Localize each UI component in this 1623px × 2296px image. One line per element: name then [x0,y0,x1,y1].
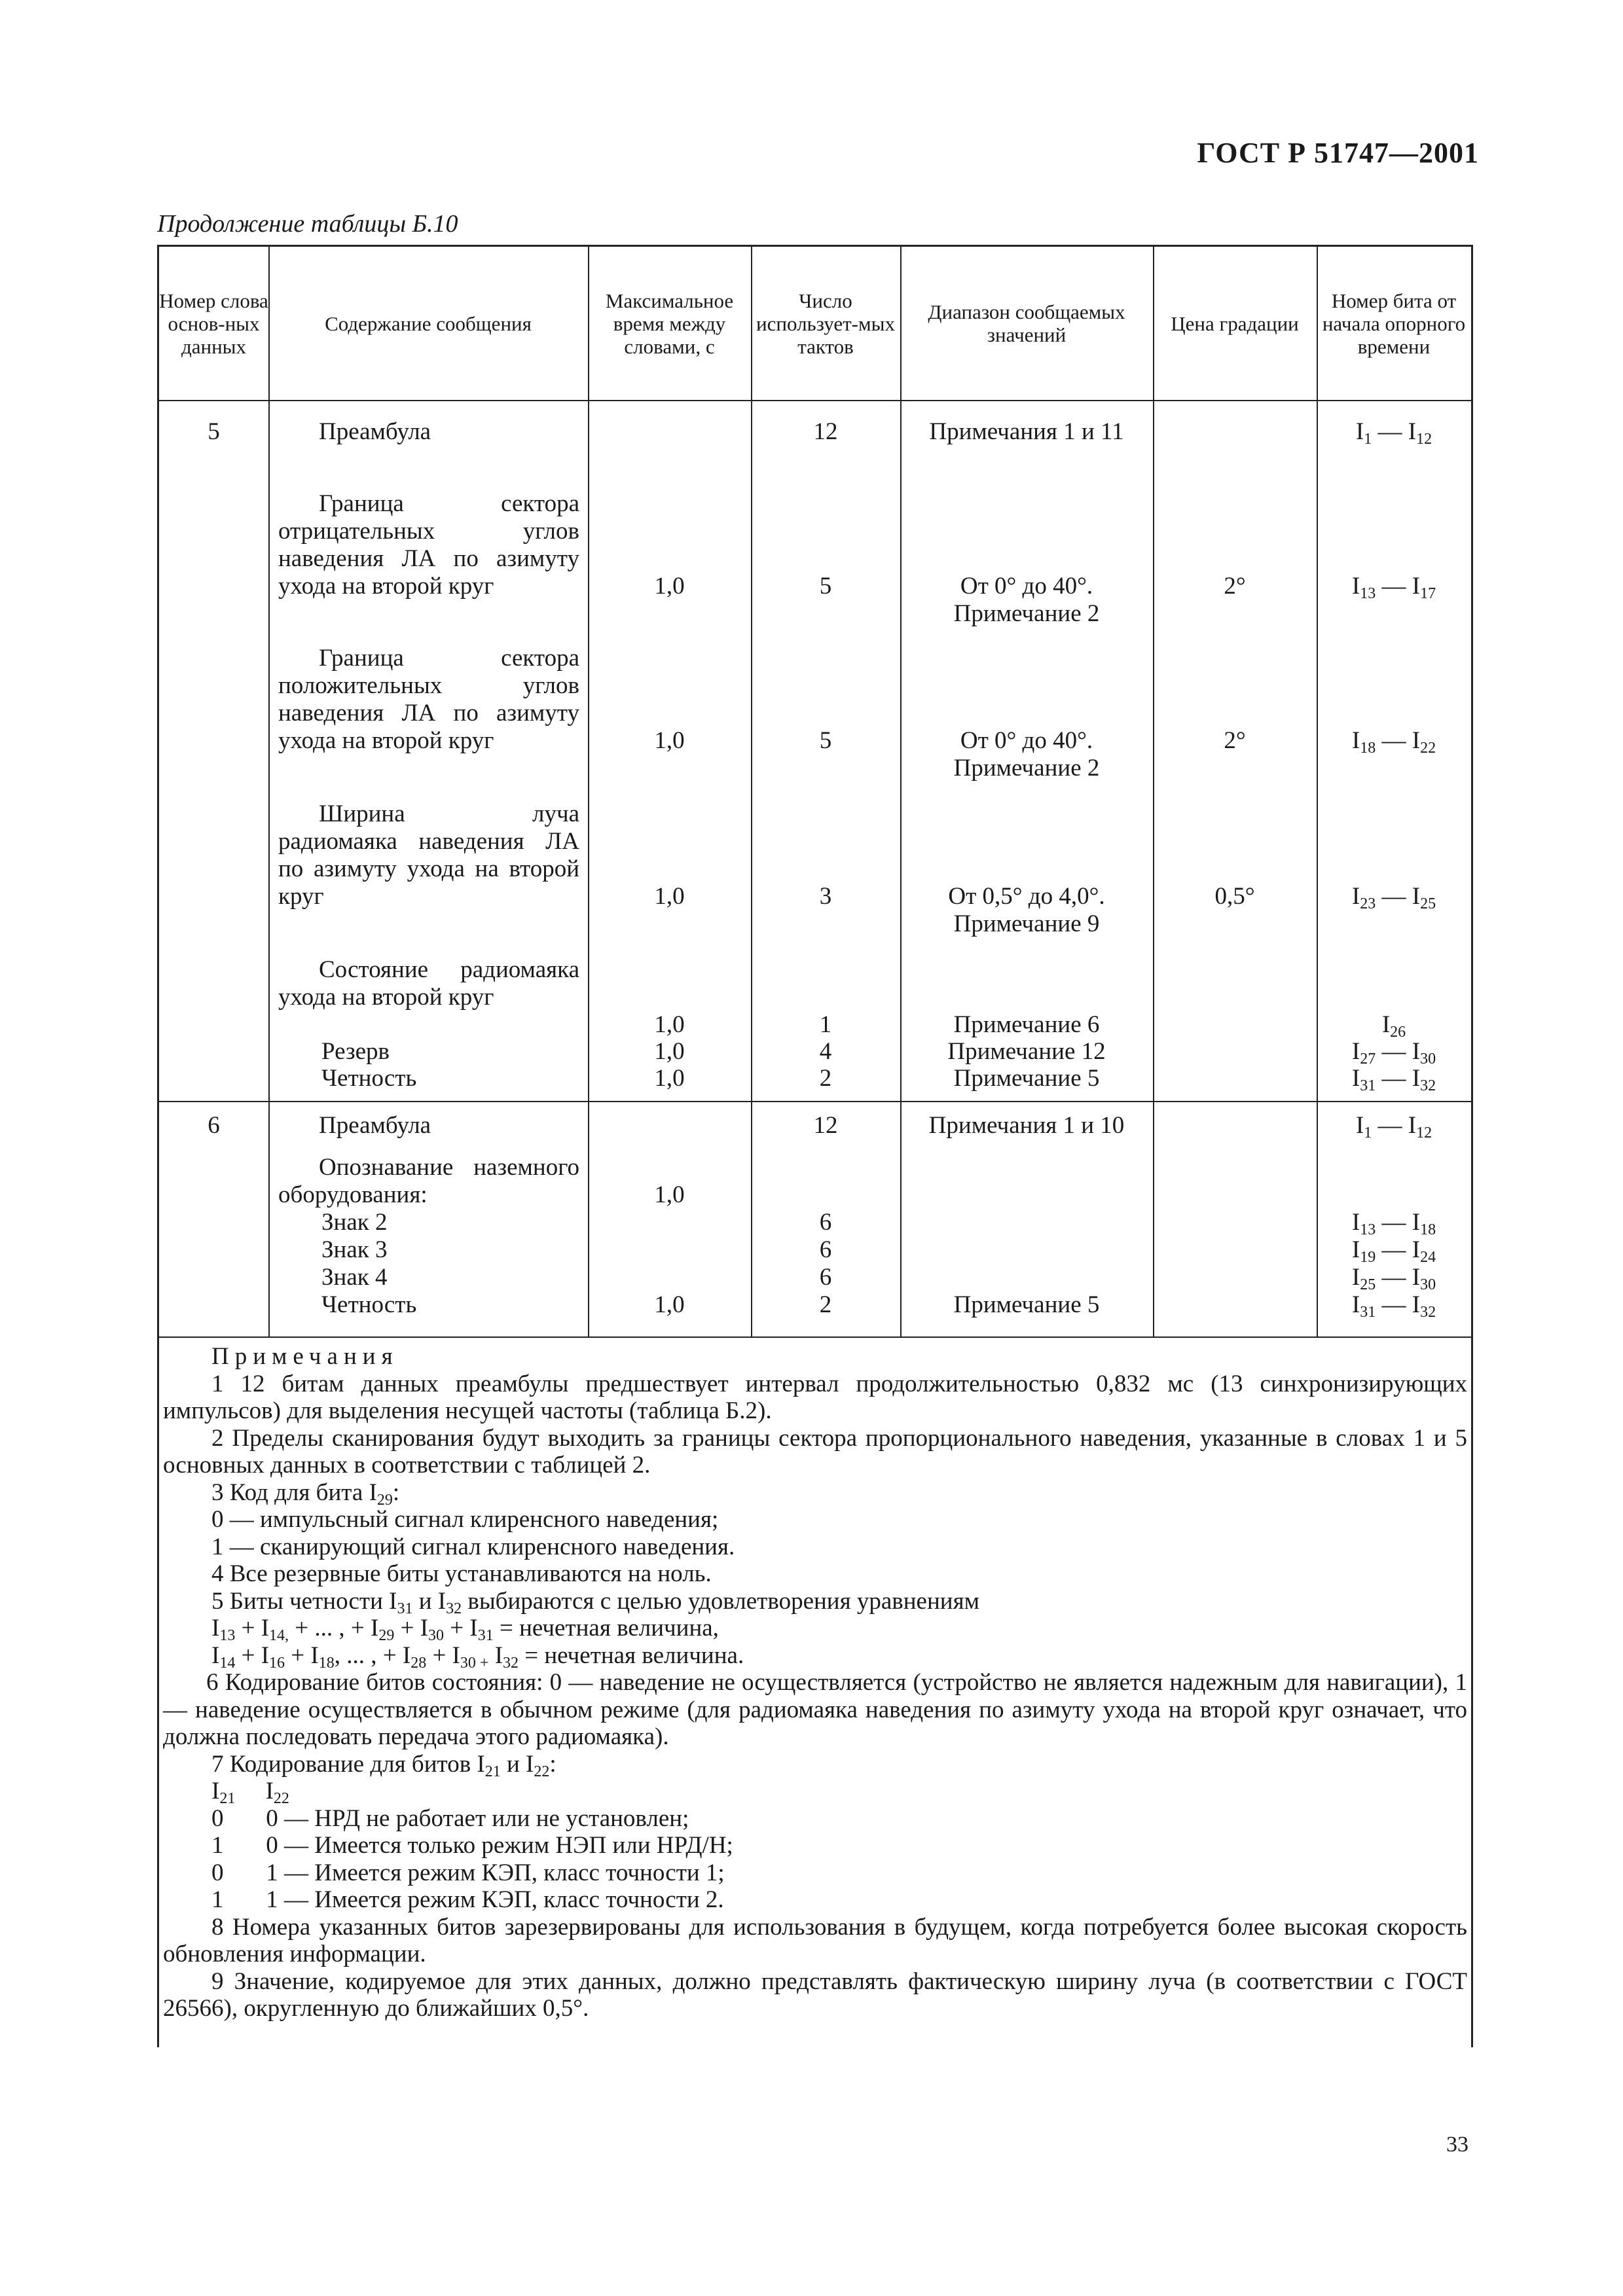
row-bits: $I_{26}$ [1381,1011,1406,1041]
row-bits: $I_{31}$ — $I_{32}$ [1351,1065,1436,1094]
row-content: Опознавание наземного оборудования: [278,1154,579,1208]
row-bits: $I_1$ — $I_{12}$ [1355,1112,1432,1141]
column-divider [1317,247,1318,1336]
row-content: Четность [321,1065,417,1092]
row-range: Примечание 5 [953,1291,1100,1318]
row-tacts: 4 [819,1038,832,1065]
note-3-item: 0 — импульсный сигнал клиренсного наведения; [211,1506,719,1533]
col-header-content: Содержание сообщения [325,312,532,335]
note-1: 1 12 битам данных преамбулы предшествует интервал продолжительностью 0,832 мс (13 синхронизирующих импульсов) для выделения несущей частоты (таблица Б.2). [163,1370,1467,1424]
row-content: Состояние радиомаяка ухода на второй круг [278,956,579,1011]
notes-section [163,1336,1467,2022]
row-group-divider [159,1101,1471,1102]
row-content: Граница сектора отрицательных углов наведения ЛА по азимуту ухода на второй круг [278,490,579,600]
row-content: Ширина луча радиомаяка наведения ЛА по азимуту ухода на второй круг [278,800,579,910]
page-number: 33 [1446,2132,1468,2157]
row-content: Четность [321,1291,417,1318]
row-bits: $I_1$ — $I_{12}$ [1355,418,1432,448]
row-range: Примечания 1 и 10 [928,1112,1125,1139]
note-7-item: 1 0 — Имеется только режим НЭП или НРД/Н; [211,1832,733,1859]
notes-title: Примечания [211,1343,399,1370]
note-2: 2 Пределы сканирования будут выходить за границы сектора пропорционального наведения, указанные в словах 1 и 5 основных данных в соответствии с таблицей 2. [163,1424,1467,1479]
row-time: 1,0 [654,883,685,910]
note-8: 8 Номера указанных битов зарезервированы для использования в будущем, когда потребуется более высокая скорость обновления информации. [163,1913,1467,1967]
note-7-item: 0 1 — Имеется режим КЭП, класс точности 1; [211,1859,725,1886]
row-time: 1,0 [654,573,685,600]
note-7-item: 0 0 — НРД не работает или не установлен; [211,1804,689,1832]
row-tacts: 12 [813,418,838,445]
note-7-header: $I_{21}$ $I_{22}$ [211,1778,289,1807]
row-bits: $I_{31}$ — $I_{32}$ [1351,1291,1436,1321]
row-time: 1,0 [654,1065,685,1092]
note-3: 3 Код для бита $I_{29}$: [211,1479,400,1509]
word-number: 6 [208,1112,220,1139]
row-bits: $I_{18}$ — $I_{22}$ [1351,727,1436,757]
col-header-range: Диапазон сообщаемых значений [928,300,1125,346]
standard-number: ГОСТ Р 51747—2001 [1197,137,1479,169]
note-4: 4 Все резервные биты устанавливаются на ноль. [211,1560,712,1587]
note-5-equation: $I_{14} + I_{16} + I_{18}$, ... , + $I_{28} + I_{30 +}$ $I_{32}$ = нечетная величина. [211,1641,744,1672]
row-bits: $I_{27}$ — $I_{30}$ [1351,1038,1436,1067]
column-divider [268,247,270,1336]
row-content: Знак 4 [321,1264,388,1291]
row-tacts: 6 [819,1209,832,1236]
row-tacts: 12 [813,1112,838,1139]
row-range: Примечание 6 [953,1011,1100,1038]
row-tacts: 3 [819,883,832,910]
row-range: От 0° до 40°. Примечание 2 [953,727,1100,781]
row-bits: $I_{13}$ — $I_{18}$ [1351,1209,1436,1238]
row-tacts: 1 [819,1011,832,1038]
row-time: 1,0 [654,727,685,754]
row-tacts: 2 [819,1291,832,1318]
row-step: 2° [1224,573,1246,600]
row-range: Примечание 5 [953,1065,1100,1092]
table-caption: Продолжение таблицы Б.10 [157,210,458,238]
note-9: 9 Значение, кодируемое для этих данных, должно представлять фактическую ширину луча (в соответствии с ГОСТ 26566), округленную до ближайших 0,5°. [163,1967,1467,2022]
row-range: От 0° до 40°. Примечание 2 [953,573,1100,627]
note-5-equation: $I_{13} + I_{14,}$ + ... , + $I_{29} + I_{30} + I_{31}$ = нечетная величина, [211,1615,719,1644]
col-header-time: Максимальное время между словами, с [605,289,734,358]
row-time: 1,0 [654,1291,685,1318]
row-bits: $I_{19}$ — $I_{24}$ [1351,1236,1436,1266]
row-step: 2° [1224,727,1246,754]
col-header-word: Номер слова основ-ных данных [159,289,268,358]
row-range: Примечания 1 и 11 [929,418,1124,445]
row-tacts: 2 [819,1065,832,1092]
col-header-step: Цена градации [1171,312,1299,335]
row-tacts: 5 [819,727,832,754]
row-range: От 0,5° до 4,0°. Примечание 9 [948,883,1105,937]
note-3-item: 1 — сканирующий сигнал клиренсного наведения. [211,1533,735,1560]
row-content: Знак 3 [321,1236,388,1263]
row-time: 1,0 [654,1181,685,1208]
header-divider [159,400,1471,401]
col-header-bits: Номер бита от начала опорного времени [1322,289,1466,358]
row-bits: $I_{25}$ — $I_{30}$ [1351,1264,1436,1293]
data-table [157,245,1473,2047]
row-content: Граница сектора положительных углов наведения ЛА по азимуту ухода на второй круг [278,645,579,754]
col-header-tacts: Число использует-мых тактов [756,289,895,358]
note-7-item: 1 1 — Имеется режим КЭП, класс точности 2. [211,1886,724,1913]
word-number: 5 [208,418,220,445]
row-tacts: 5 [819,573,832,600]
row-bits: $I_{13}$ — $I_{17}$ [1351,573,1436,602]
column-divider [751,247,752,1336]
note-5: 5 Биты четности $I_{31}$ и $I_{32}$ выбираются с целью удовлетворения уравнениям [211,1587,980,1617]
column-divider [588,247,589,1336]
row-range: Примечание 12 [947,1038,1106,1065]
note-6: 6 Кодирование битов состояния: 0 — наведение не осуществляется (устройство не является надежным для навигации), 1 — наведение осуществляется в обычном режиме (для радиомаяка наведения по азимуту ухода на второй круг означает, что должна последовать передача этого радиомаяка). [163,1669,1467,1750]
row-content: Знак 2 [321,1209,388,1236]
row-step: 0,5° [1214,883,1255,910]
note-7: 7 Кодирование для битов $I_{21}$ и $I_{22}$: [211,1750,556,1780]
row-time: 1,0 [654,1038,685,1065]
column-divider [1153,247,1154,1336]
row-bits: $I_{23}$ — $I_{25}$ [1351,883,1436,912]
column-divider [900,247,902,1336]
row-time: 1,0 [654,1011,685,1038]
row-tacts: 6 [819,1264,832,1291]
row-content: Резерв [321,1038,390,1065]
row-tacts: 6 [819,1236,832,1263]
row-content: Преамбула [319,1112,431,1139]
row-content: Преамбула [319,418,431,445]
